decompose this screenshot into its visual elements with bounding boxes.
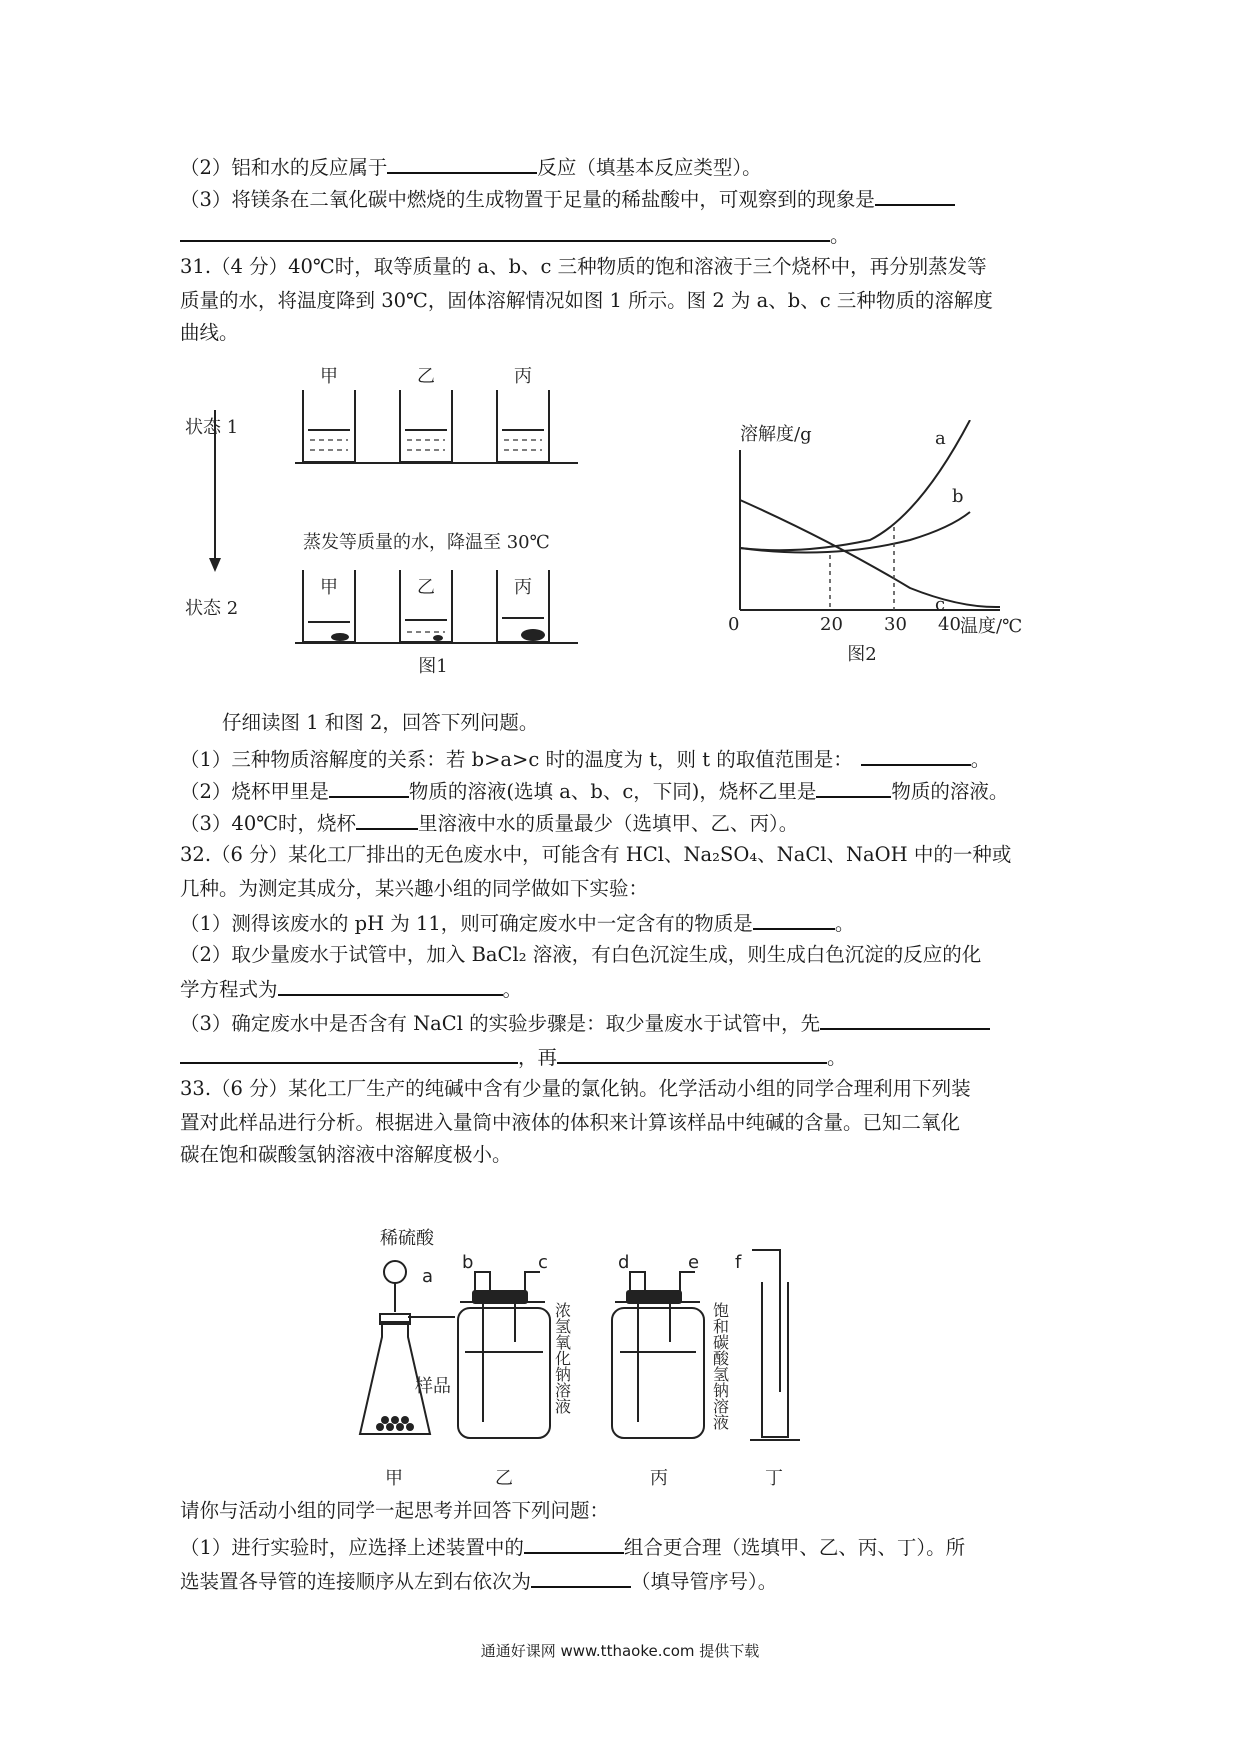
curve-c bbox=[740, 500, 1000, 607]
caption-jia: 甲 bbox=[385, 1468, 403, 1489]
label-port-c: c bbox=[538, 1252, 548, 1273]
answer-blank[interactable] bbox=[180, 218, 830, 242]
answer-blank[interactable] bbox=[524, 1530, 624, 1554]
process-label: 蒸发等质量的水，降温至 30℃ bbox=[303, 532, 550, 553]
label-port-a: a bbox=[422, 1266, 434, 1287]
curve-b bbox=[740, 512, 970, 553]
figure-2-solubility-curves bbox=[670, 420, 1090, 665]
beaker-label-bing-2: 丙 bbox=[514, 577, 532, 598]
q32-part3-cont: ，再 。 bbox=[180, 1040, 847, 1073]
curve-label-c: c bbox=[935, 594, 946, 615]
page-footer: 通通好课网 www.tthaoke.com 提供下载 bbox=[480, 1642, 760, 1660]
q33-stem: 33.（6 分）某化工厂生产的纯碱中含有少量的氯化钠。化学活动小组的同学合理利用下列装 bbox=[180, 1077, 971, 1100]
q33-stem: 置对此样品进行分析。根据进入量筒中液体的体积来计算该样品中纯碱的含量。已知二氧化 bbox=[180, 1111, 961, 1134]
q31-stem: 31.（4 分）40℃时，取等质量的 a、b、c 三种物质的饱和溶液于三个烧杯中，再分别蒸发等 bbox=[180, 255, 987, 278]
x-axis-label: 温度/℃ bbox=[960, 616, 1023, 637]
y-axis-label: 溶解度/g bbox=[740, 424, 812, 445]
q31-part1: （1）三种物质溶解度的关系：若 b>a>c 时的温度为 t，则 t 的取值范围是： 。 bbox=[180, 742, 990, 775]
q31-part3: （3）40℃时，烧杯 里溶液中水的质量最少（选填甲、乙、丙）。 bbox=[180, 806, 798, 839]
q32-part2: （2）取少量废水于试管中，加入 BaCl₂ 溶液，有白色沉淀生成，则生成白色沉淀的反应的化 bbox=[180, 943, 982, 966]
graduated-cylinder bbox=[762, 1282, 788, 1437]
curve-label-b: b bbox=[952, 486, 964, 507]
beaker-label-jia-2: 甲 bbox=[320, 577, 338, 598]
beaker-label-yi: 乙 bbox=[417, 366, 435, 387]
q33-intro: 请你与活动小组的同学一起思考并回答下列问题： bbox=[180, 1499, 610, 1522]
separatory-funnel bbox=[384, 1261, 406, 1283]
answer-blank[interactable] bbox=[180, 1040, 518, 1064]
answer-blank[interactable] bbox=[356, 806, 418, 830]
beaker-label-yi-2: 乙 bbox=[417, 577, 435, 598]
figure-2-caption: 图2 bbox=[847, 644, 877, 665]
q31-stem: 曲线。 bbox=[180, 321, 239, 344]
answer-blank[interactable] bbox=[329, 774, 409, 798]
label-port-e: e bbox=[688, 1252, 700, 1273]
state-2-label: 状态 2 bbox=[185, 598, 239, 619]
label-sample: 样品 bbox=[415, 1376, 451, 1397]
q30-part3: （3）将镁条在二氧化碳中燃烧的生成物置于足量的稀盐酸中，可观察到的现象是 bbox=[180, 182, 955, 215]
figure-1-beakers bbox=[185, 360, 605, 680]
label-dilute-acid: 稀硫酸 bbox=[380, 1228, 434, 1249]
answer-blank[interactable] bbox=[531, 1564, 631, 1588]
label-port-d: d bbox=[618, 1252, 630, 1273]
state-1-label: 状态 1 bbox=[185, 417, 239, 438]
gas-bottle-bing bbox=[612, 1308, 704, 1438]
answer-blank[interactable] bbox=[816, 774, 891, 798]
q31-stem: 质量的水，将温度降到 30℃，固体溶解情况如图 1 所示。图 2 为 a、b、c 三种物质的溶解度 bbox=[180, 289, 993, 312]
q33-part1: （1）进行实验时，应选择上述装置中的 组合更合理（选填甲、乙、丙、丁）。所 bbox=[180, 1530, 965, 1563]
figure-3-apparatus bbox=[350, 1222, 910, 1497]
q32-stem: 几种。为测定其成分，某兴趣小组的同学做如下实验： bbox=[180, 877, 649, 900]
tick-30: 30 bbox=[884, 614, 907, 635]
caption-yi: 乙 bbox=[495, 1468, 513, 1489]
answer-blank[interactable] bbox=[861, 742, 971, 766]
q33-stem: 碳在饱和碳酸氢钠溶液中溶解度极小。 bbox=[180, 1143, 512, 1166]
q31-part2: （2）烧杯甲里是 物质的溶液(选填 a、b、c，下同)，烧杯乙里是 物质的溶液。 bbox=[180, 774, 1008, 807]
answer-blank[interactable] bbox=[753, 906, 835, 930]
curve-label-a: a bbox=[935, 428, 946, 449]
q32-part2-cont: 学方程式为 。 bbox=[180, 972, 522, 1005]
q30-part3-cont: 。 bbox=[180, 218, 850, 251]
answer-blank[interactable] bbox=[557, 1040, 827, 1064]
tick-0: 0 bbox=[728, 614, 740, 635]
answer-blank[interactable] bbox=[875, 182, 955, 206]
beaker-label-jia: 甲 bbox=[320, 366, 338, 387]
answer-blank[interactable] bbox=[278, 972, 503, 996]
label-nahco3-solution: 饱和碳酸氢钠溶液 bbox=[710, 1302, 730, 1430]
q30-part2: （2）铝和水的反应属于 反应（填基本反应类型）。 bbox=[180, 150, 762, 183]
label-port-b: b bbox=[462, 1252, 474, 1273]
tick-40: 40 bbox=[938, 614, 961, 635]
caption-bing: 丙 bbox=[650, 1468, 668, 1489]
q32-part3: （3）确定废水中是否含有 NaCl 的实验步骤是：取少量废水于试管中，先 bbox=[180, 1006, 990, 1039]
q33-part1-cont: 选装置各导管的连接顺序从左到右依次为 （填导管序号）。 bbox=[180, 1564, 777, 1597]
answer-blank[interactable] bbox=[387, 150, 537, 174]
q31-intro: 仔细读图 1 和图 2，回答下列问题。 bbox=[222, 711, 539, 734]
q32-part1: （1）测得该废水的 pH 为 11，则可确定废水中一定含有的物质是 。 bbox=[180, 906, 854, 939]
label-naoh-solution: 浓氢氧化钠溶液 bbox=[552, 1302, 572, 1414]
label-port-f: f bbox=[735, 1252, 742, 1273]
q32-stem: 32.（6 分）某化工厂排出的无色废水中，可能含有 HCl、Na₂SO₄、NaCl、NaOH 中的一种或 bbox=[180, 843, 1012, 866]
tick-20: 20 bbox=[820, 614, 843, 635]
answer-blank[interactable] bbox=[820, 1006, 990, 1030]
caption-ding: 丁 bbox=[765, 1468, 783, 1489]
figure-1-caption: 图1 bbox=[418, 656, 448, 677]
gas-bottle-yi bbox=[458, 1308, 550, 1438]
beaker-label-bing: 丙 bbox=[514, 366, 532, 387]
